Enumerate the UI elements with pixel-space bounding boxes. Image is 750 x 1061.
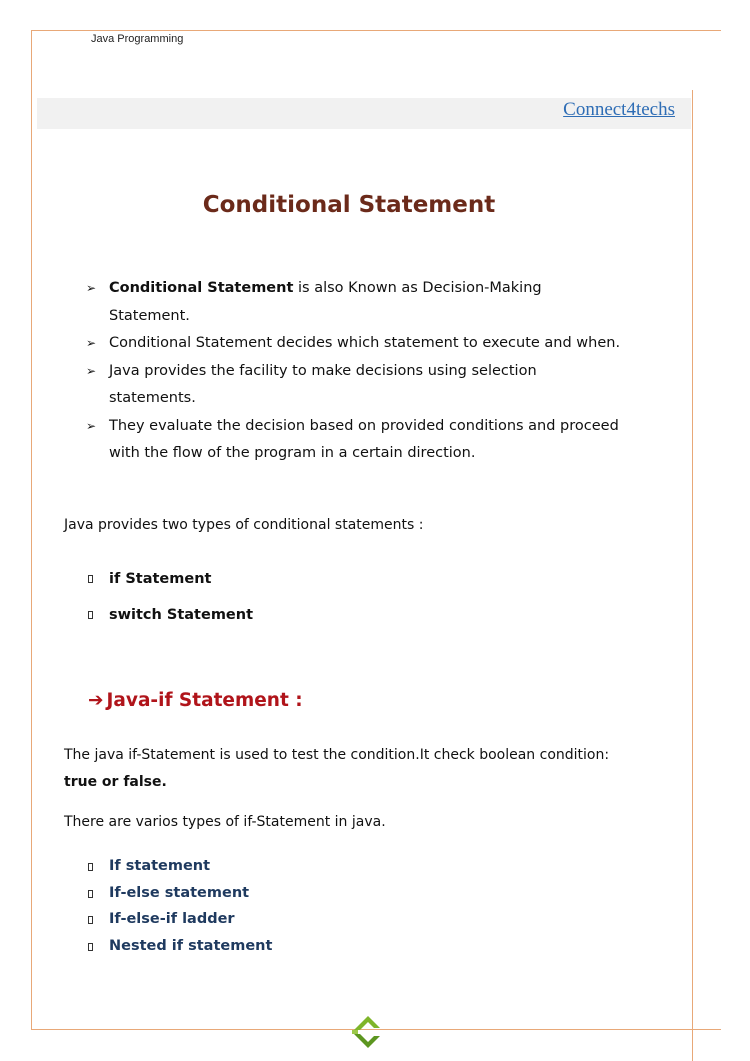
square-bullet-icon [88,890,93,898]
arrow-bullet-icon: ➢ [86,418,97,433]
statement-type-label: if Statement [109,571,212,587]
intro-bullet-list [86,275,626,468]
bullet-text: Conditional Statement decides which statement to execute and when. [109,335,621,351]
statement-type-label: switch Statement [109,607,254,623]
bullet-text: is also Known as Decision-Making Statement. [109,280,542,324]
statement-type-list [86,561,253,633]
bullet-text: Java provides the facility to make decisions using selection statements. [109,362,537,406]
two-types-intro: Java provides two types of conditional statements : [64,517,424,533]
bullet-lead: Conditional Statement [109,280,294,296]
list-item [86,906,272,933]
if-type-label: If statement [109,858,211,874]
brand-logo-icon [350,1014,386,1050]
bullet-text: They evaluate the decision based on provided conditions and proceed with the flow of the program in a certain direction. [109,417,619,461]
list-item [86,358,626,413]
if-type-label: Nested if statement [109,937,273,954]
list-item [86,561,253,597]
arrow-bullet-icon: ➢ [86,363,97,378]
arrow-bullet-icon: ➢ [86,281,97,295]
square-bullet-icon [88,863,93,871]
square-bullet-icon [88,916,93,924]
if-type-label: If-else statement [109,884,250,901]
if-types-intro: There are varios types of if-Statement in java. [64,814,386,830]
if-description-bold: true or false. [64,774,167,790]
list-item [86,275,626,330]
list-item [86,853,272,880]
list-item [86,880,272,907]
if-type-label: If-else-if ladder [109,911,235,927]
if-section-heading [88,690,303,711]
square-bullet-icon [88,943,93,951]
frame-right-rule [692,90,693,1061]
brand-link[interactable]: Connect4techs [563,99,675,120]
page-header: Java Programming [91,33,184,45]
square-bullet-icon [88,575,93,583]
square-bullet-icon [88,611,93,619]
page-title: Conditional Statement [202,192,496,218]
list-item [86,597,253,633]
list-item [86,330,626,358]
if-description-text: The java if-Statement is used to test the condition.It check boolean condition: [64,747,610,763]
brand-band [37,98,691,129]
list-item [86,933,272,960]
list-item [86,413,626,468]
frame-left-rule [31,30,32,1030]
right-arrow-icon: ➔ [88,690,104,711]
arrow-bullet-icon: ➢ [86,336,97,350]
if-type-list [86,853,272,959]
if-description [64,742,644,796]
if-section-heading-text: Java-if Statement : [106,690,303,711]
frame-top-rule [31,30,721,31]
